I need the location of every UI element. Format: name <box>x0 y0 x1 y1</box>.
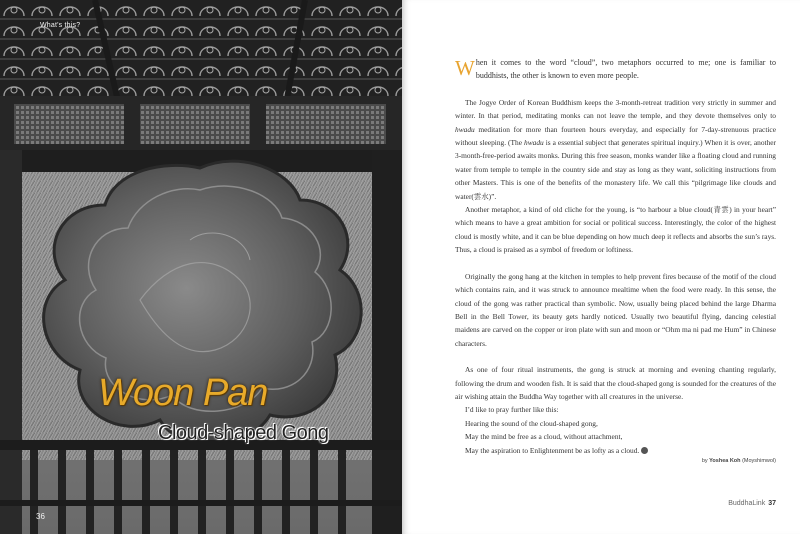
right-page <box>402 0 800 534</box>
paragraph-text: is a essential subject that generates spiritual inquiry.) When it is over, another 3-month-free-period awaits monks. During this free season, monks wander like a floating cloud and running water from temple to temple in the country side and stay as long as they want, soliciting instructions from other Masters. This is one of the benefits of the monastery life. We call this “pilgrimage like clouds and water(雲水)”. <box>455 138 776 201</box>
byline-author: Yoshea Koh <box>709 458 741 464</box>
feature-subtitle: Cloud-shaped Gong <box>158 422 329 444</box>
paragraph-ritual: As one of four ritual instruments, the gong is struck at morning and evening chanting regularly, following the drum and wooden fish. It is said that the cloud-shaped gong is sounded for the creatures of the air wishing attain the Buddha Way together with all creatures in the universe. <box>455 365 776 401</box>
verse-line: Hearing the sound of the cloud-shaped gong, <box>465 418 598 428</box>
hwadu-term: hwadu <box>455 124 475 134</box>
paragraph-prayer-intro: I’d like to pray further like this: <box>465 405 559 415</box>
verse-text: May the aspiration to Enlightenment be as lofty as a cloud. <box>465 445 640 455</box>
section-label: What's this? <box>40 22 81 29</box>
page-number-left: 36 <box>36 512 45 521</box>
paragraph-retreat <box>455 96 776 203</box>
byline-note: (Moyshimwol) <box>742 458 776 464</box>
page-footer <box>728 500 776 507</box>
intro-paragraph <box>455 56 776 83</box>
page-number-right: 37 <box>768 500 776 507</box>
magazine-name: BuddhaLink <box>728 500 766 507</box>
byline-prefix: by <box>701 458 710 464</box>
intro-text: hen it comes to the word “cloud”, two metaphors occurred to me; one is familiar to buddhists, the other is known to even more people. <box>475 58 776 81</box>
verse-line <box>455 444 776 457</box>
paragraph-blue-cloud: Another metaphor, a kind of old cliche for the young, is “to harbour a blue cloud(青雲) in your heart” which means to have a great ambition for social or political success. Interestingly, the color of the highest cloud is mostly white, and it can be blue depending on how much deep it reflects and absorbs the sun’s rays. Thus, a cloud is praised as a symbol of freedom or loftiness. <box>455 205 776 255</box>
verse-line: May the mind be free as a cloud, without attachment, <box>465 432 623 442</box>
paragraph-text: meditation for more than fourteen hours everyday, and especially for 7-day-strenuous practice without sleeping. (The <box>455 124 776 148</box>
drop-cap: W <box>455 56 475 80</box>
paragraph-origin: Originally the gong hang at the kitchen in temples to help prevent fires because of the motif of the cloud which contains rain, and it was struck to announce mealtime when the food were ready. In this sense, the cloud of the gong was rather practical than symbolic. Now, usually being placed behind the large Dharma Bell in the Bell Tower, its beauty gets hardly noticed. Usually two beautiful flying, dancing celestial maidens are carved on the copper or iron plate with sun and moon or “Ohm ma ni pad me Hum” in Chinese characters. <box>455 271 776 348</box>
paragraph-text: The Jogye Order of Korean Buddhism keeps the 3-month-retreat tradition very strictly in summer and winter. In that period, meditating monks can not leave the temple, and they devote themselves only to <box>455 97 776 121</box>
byline <box>702 458 776 464</box>
end-mark-icon <box>641 447 648 454</box>
hwadu-term: hwadu <box>524 138 544 148</box>
article-body <box>455 56 776 457</box>
feature-title: Woon Pan <box>98 372 268 414</box>
